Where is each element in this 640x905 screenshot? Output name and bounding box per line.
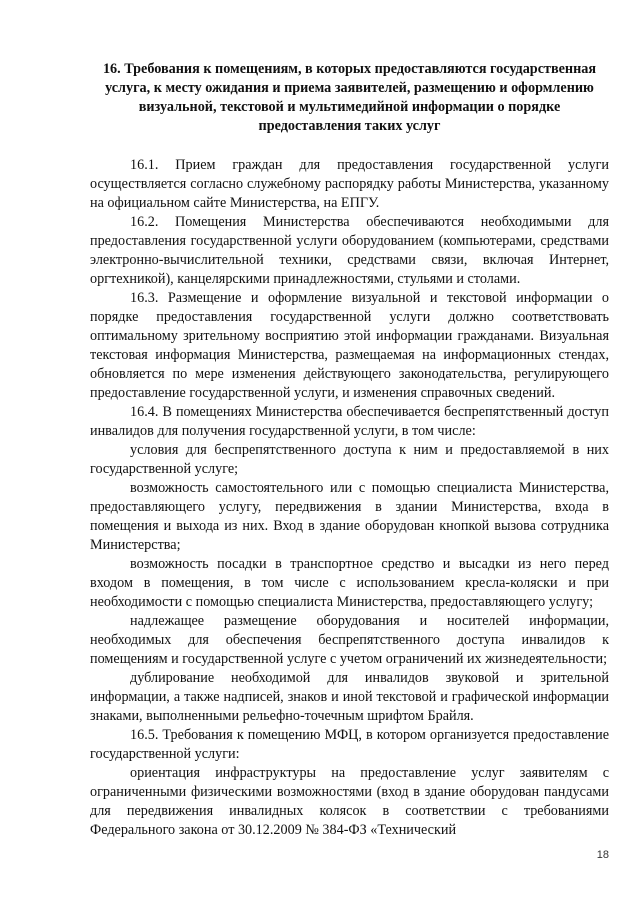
paragraph-16-2: 16.2. Помещения Министерства обеспечиваются необходимыми для предоставления государственной услуги оборудованием (компьютерами, средствами электронно-вычислительной техники, средствами связи, включая Интернет, оргтехникой), канцелярскими принадлежностями, стульями и столами. [90, 214, 609, 287]
list-item-infrastructure: ориентация инфраструктуры на предоставление услуг заявителям с ограниченными физическими возможностями (вход в здание оборудован пандусами для передвижения инвалидных колясок в соответствии с требованиями Федерального закона от 30.12.2009 № 384-ФЗ «Технический [90, 765, 609, 838]
list-item-transport: возможность посадки в транспортное средство и высадки из него перед входом в помещения, в том числе с использованием кресла-коляски и при необходимости с помощью специалиста Министерства, предоставляющего услугу; [90, 556, 609, 610]
list-item-access-conditions: условия для беспрепятственного доступа к ним и предоставляемой в них государственной услуге; [90, 442, 609, 477]
document-page [90, 60, 609, 840]
paragraph-16-5: 16.5. Требования к помещению МФЦ, в котором организуется предоставление государственной услуги: [90, 727, 609, 762]
paragraph-16-1: 16.1. Прием граждан для предоставления государственной услуги осуществляется согласно служебному распорядку работы Министерства, указанному на официальном сайте Министерства, на ЕПГУ. [90, 157, 609, 211]
page-number: 18 [596, 849, 609, 861]
list-item-movement: возможность самостоятельного или с помощью специалиста Министерства, предоставляющего услугу, передвижения в здании Министерства, входа в помещения и выхода из них. Вход в здание оборудован кнопкой вызова сотрудника Министерства; [90, 480, 609, 553]
paragraph-16-4: 16.4. В помещениях Министерства обеспечивается беспрепятственный доступ инвалидов для получения государственной услуги, в том числе: [90, 404, 609, 439]
section-heading: 16. Требования к помещениям, в которых предоставляются государственная услуга, к месту ожидания и приема заявителей, размещению и оформлению визуальной, текстовой и мультимедийной информации о порядке предоставления таких услуг [102, 61, 597, 134]
paragraph-16-3: 16.3. Размещение и оформление визуальной и текстовой информации о порядке предоставления государственной услуги должно соответствовать оптимальному зрительному восприятию этой информации гражданами. Визуальная текстовая информация Министерства, размещаемая на информационных стендах, обновляется по мере изменения действующего законодательства, регулирующего предоставление государственной услуги, и изменения справочных сведений. [90, 290, 609, 401]
list-item-equipment-placement: надлежащее размещение оборудования и носителей информации, необходимых для обеспечения беспрепятственного доступа инвалидов к помещениям и государственной услуге с учетом ограничений их жизнедеятельности; [90, 613, 609, 667]
list-item-braille-duplication: дублирование необходимой для инвалидов звуковой и зрительной информации, а также надписей, знаков и иной текстовой и графической информации знаками, выполненными рельефно-точечным шрифтом Брайля. [90, 670, 609, 724]
